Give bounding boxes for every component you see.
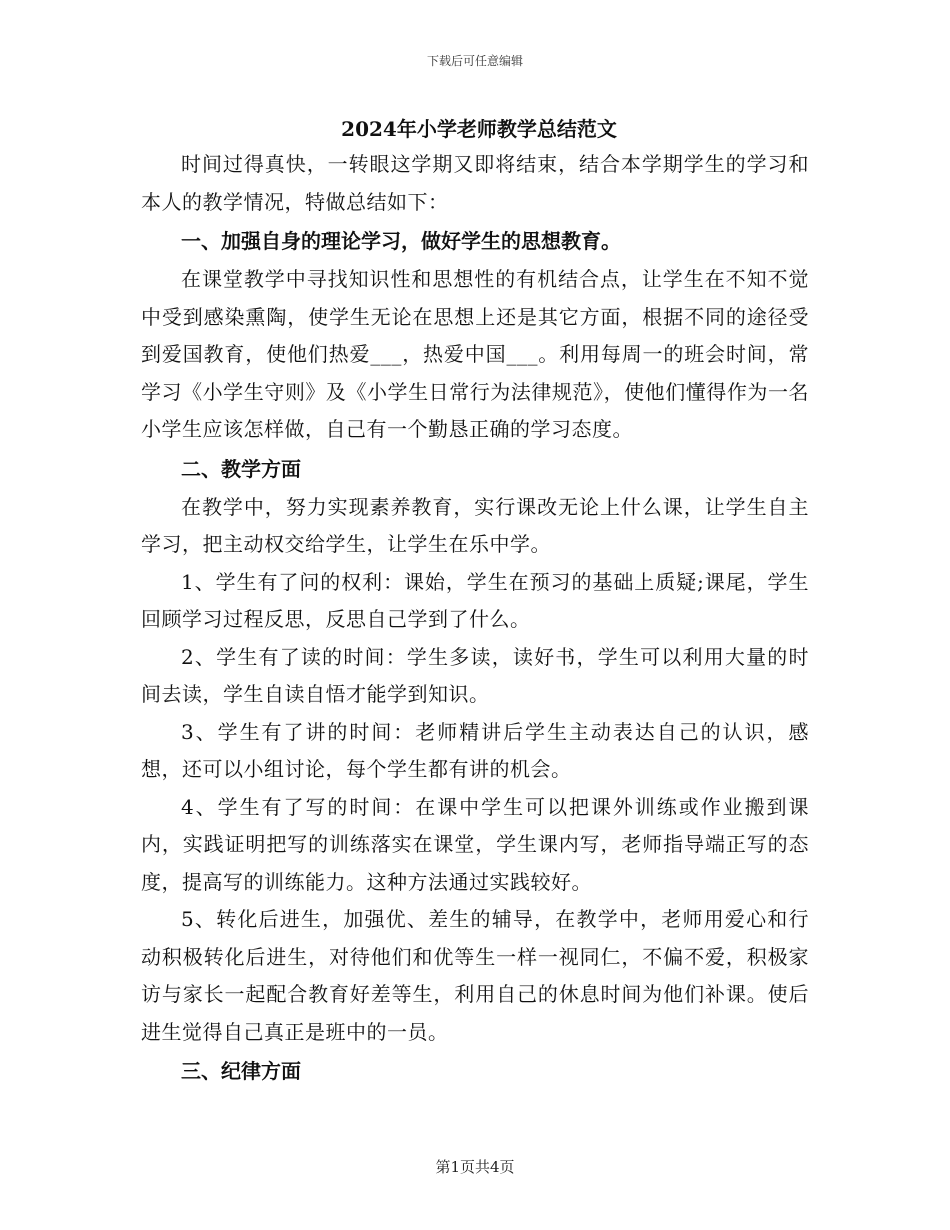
section-heading-3: 三、纪律方面 <box>181 1059 301 1083</box>
section-heading-1: 一、加强自身的理论学习，做好学生的思想教育。 <box>181 229 621 253</box>
header-note: 下载后可任意编辑 <box>426 54 523 68</box>
section-2-paragraph: 在教学中，努力实现素养教育，实行课改无论上什么课，让学生自主学习，把主动权交给学生，让学生在乐中学。 <box>141 494 809 556</box>
document-title: 2024年小学老师教学总结范文 <box>341 117 617 141</box>
section-2-item-1: 1、学生有了问的权利：课始，学生在预习的基础上质疑;课尾，学生回顾学习过程反思，反思自己学到了什么。 <box>141 569 809 631</box>
section-2-item-2: 2、学生有了读的时间：学生多读，读好书，学生可以利用大量的时间去读，学生自读自悟才能学到知识。 <box>141 644 809 706</box>
section-1-paragraph: 在课堂教学中寻找知识性和思想性的有机结合点，让学生在不知不觉中受到感染熏陶，使学生无论在思想上还是其它方面，根据不同的途径受到爱国教育，使他们热爱___，热爱中国___。利用每周一的班会时间，常学习《小学生守则》及《小学生日常行为法律规范》，使他们懂得作为一名小学生应该怎样做，自己有一个勤恳正确的学习态度。 <box>141 267 809 441</box>
section-2-item-4: 4、学生有了写的时间：在课中学生可以把课外训练或作业搬到课内，实践证明把写的训练落实在课堂，学生课内写，老师指导端正写的态度，提高写的训练能力。这种方法通过实践较好。 <box>141 794 809 894</box>
intro-paragraph: 时间过得真快，一转眼这学期又即将结束，结合本学期学生的学习和本人的教学情况，特做总结如下： <box>141 152 809 214</box>
section-2-item-5: 5、转化后进生，加强优、差生的辅导，在教学中，老师用爱心和行动积极转化后进生，对待他们和优等生一样一视同仁，不偏不爱，积极家访与家长一起配合教育好差等生，利用自己的休息时间为他们补课。使后进生觉得自己真正是班中的一员。 <box>141 907 809 1044</box>
document-body <box>141 112 809 1091</box>
section-heading-2: 二、教学方面 <box>181 456 301 481</box>
section-2-item-3: 3、学生有了讲的时间：老师精讲后学生主动表达自己的认识，感想，还可以小组讨论，每个学生都有讲的机会。 <box>141 719 809 781</box>
page-number-footer: 第1页共4页 <box>435 1158 515 1176</box>
